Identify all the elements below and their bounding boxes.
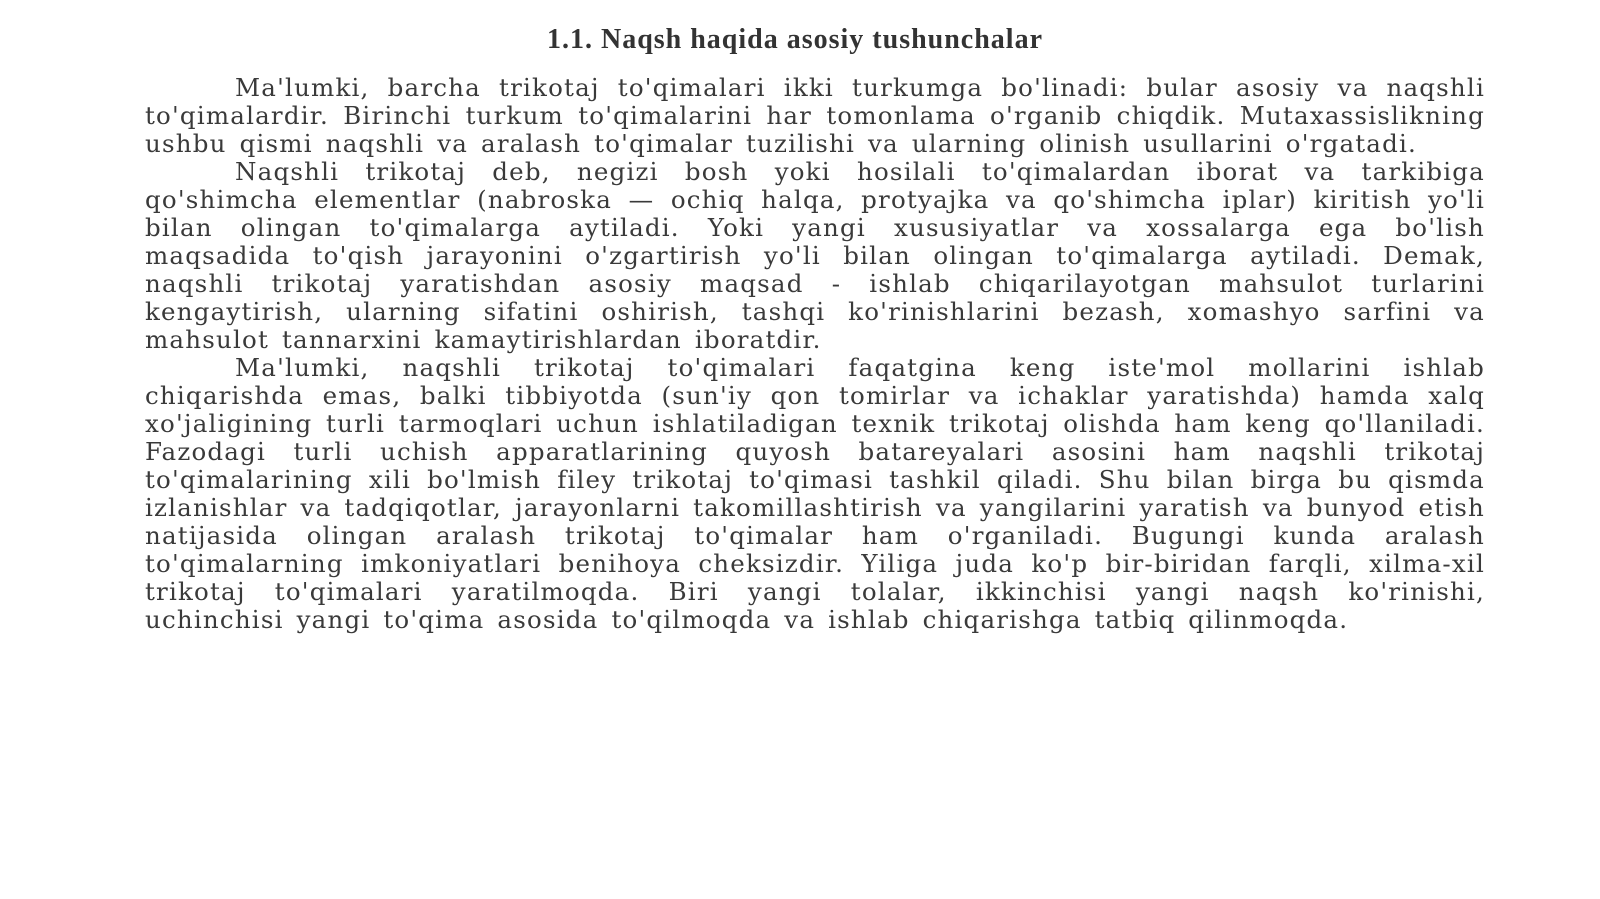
paragraph-1: Ma'lumki, barcha trikotaj to'qimalari ikki turkumga bo'linadi: bular asosiy va naqshli to'qimalardir. Birinchi turkum to'qimalarini har tomonlama o'rganib chiqdik. Mutaxassislikning ushbu qismi naqshli va aralash to'qimalar tuzilishi va ularning olinish usullarini o'rgatadi.: [145, 73, 1485, 158]
section-heading: 1.1. Naqsh haqida asosiy tushunchalar: [546, 24, 1044, 55]
paragraph-2: Naqshli trikotaj deb, negizi bosh yoki hosilali to'qimalardan iborat va tarkibiga qo'shimcha elementlar (nabroska — ochiq halqa, protyajka va qo'shimcha iplar) kiritish yo'li bilan olingan to'qimalarga aytiladi. Yoki yangi xususiyatlar va xossalarga ega bo'lish maqsadida to'qish jarayonini o'zgartirish yo'li bilan olingan to'qimalarga aytiladi. Demak, naqshli trikotaj yaratishdan asosiy maqsad - ishlab chiqarilayotgan mahsulot turlarini kengaytirish, ularning sifatini oshirish, tashqi ko'rinishlarini bezash, xomashyo sarfini va mahsulot tannarxini kamaytirishlardan iboratdir.: [145, 157, 1485, 354]
paragraph-3: Ma'lumki, naqshli trikotaj to'qimalari faqatgina keng iste'mol mollarini ishlab chiqarishda emas, balki tibbiyotda (sun'iy qon tomirlar va ichaklar yaratishda) hamda xalq xo'jaligining turli tarmoqlari uchun ishlatiladigan texnik trikotaj olishda ham keng qo'llaniladi. Fazodagi turli uchish apparatlarining quyosh batareyalari asosini ham naqshli trikotaj to'qimalarining xili bo'lmish filey trikotaj to'qimasi tashkil qiladi. Shu bilan birga bu qismda izlanishlar va tadqiqotlar, jarayonlarni takomillashtirish va yangilarini yaratish va bunyod etish natijasida olingan aralash trikotaj to'qimalar ham o'rganiladi. Bugungi kunda aralash to'qimalarning imkoniyatlari benihoya cheksizdir. Yiliga juda ko'p bir-biridan farqli, xilma-xil trikotaj to'qimalari yaratilmoqda. Biri yangi tolalar, ikkinchisi yangi naqsh ko'rinishi, uchinchisi yangi to'qima asosida to'qilmoqda va ishlab chiqarishga tatbiq qilinmoqda.: [145, 353, 1485, 634]
document-page: [145, 22, 1485, 634]
